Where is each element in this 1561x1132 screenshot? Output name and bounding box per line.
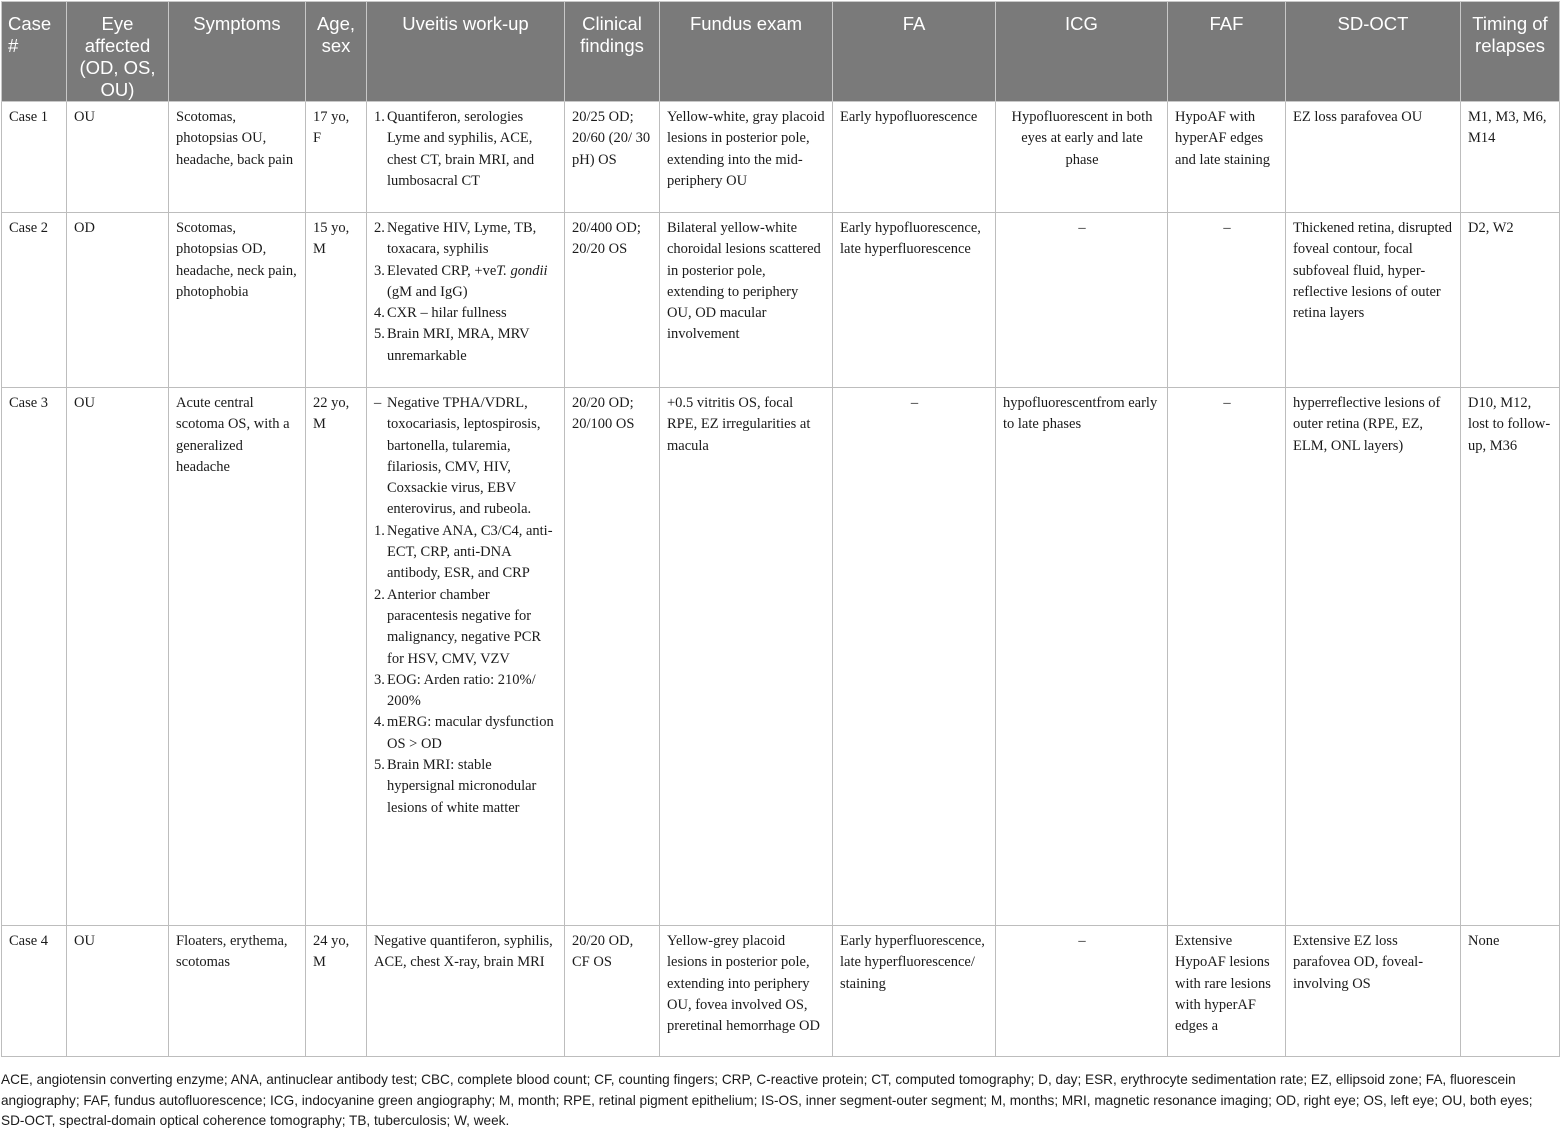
workup-item-text: Quantiferon, serologies Lyme and syphilis, ACE, chest CT, brain MRI, and lumbosacral CT: [387, 109, 535, 189]
header-eye: Eye affected (OD, OS, OU): [67, 2, 169, 102]
workup-item: [374, 755, 558, 819]
cell-eye: OD: [67, 213, 169, 388]
workup-item: [374, 585, 558, 670]
workup-item-text: Brain MRI: stable hypersignal micronodular lesions of white matter: [387, 757, 537, 816]
workup-item: [374, 261, 558, 304]
header-fundus: Fundus exam: [660, 2, 833, 102]
workup-item-number: 4.: [374, 714, 385, 731]
cell-clinical: 20/25 OD; 20/60 (20/ 30 pH) OS: [565, 102, 660, 213]
cell-case: Case 4: [2, 926, 67, 1057]
workup-item-number: 5.: [374, 757, 385, 774]
cell-relapses: None: [1461, 926, 1560, 1057]
header-icg: ICG: [996, 2, 1168, 102]
header-sdoct: SD-OCT: [1286, 2, 1461, 102]
cell-fa: –: [833, 388, 996, 926]
header-case: Case #: [2, 2, 67, 102]
table-row: [2, 102, 1560, 213]
cell-symptoms: Floaters, erythema, scotomas: [169, 926, 306, 1057]
cell-clinical: 20/20 OD; 20/100 OS: [565, 388, 660, 926]
cell-age-sex: 24 yo, M: [306, 926, 367, 1057]
cell-case: Case 2: [2, 213, 67, 388]
header-fa: FA: [833, 2, 996, 102]
cell-sdoct: hyperreflective lesions of outer retina (RPE, EZ, ELM, ONL layers): [1286, 388, 1461, 926]
header-row: [2, 2, 1560, 102]
header-workup: Uveitis work-up: [367, 2, 565, 102]
workup-item-text: Brain MRI, MRA, MRV unremarkable: [387, 326, 530, 364]
workup-item: [374, 393, 558, 521]
cell-age-sex: 22 yo, M: [306, 388, 367, 926]
cell-relapses: D10, M12, lost to follow-up, M36: [1461, 388, 1560, 926]
workup-item-text: EOG: Arden ratio: 210%/ 200%: [387, 671, 536, 710]
cell-symptoms: Scotomas, photopsias OD, headache, neck pain, photophobia: [169, 213, 306, 388]
workup-list: [374, 107, 558, 192]
workup-item: [374, 670, 558, 713]
clinical-case-table: [1, 1, 1560, 1057]
workup-item: [374, 218, 558, 261]
header-faf: FAF: [1168, 2, 1286, 102]
cell-fundus: Bilateral yellow-white choroidal lesions scattered in posterior pole, extending to periphery OU, OD macular involvement: [660, 213, 833, 388]
workup-item-text: CXR – hilar fullness: [387, 305, 507, 322]
table-row: [2, 388, 1560, 926]
workup-item-number: 3.: [374, 262, 385, 279]
workup-item-text: Anterior chamber paracentesis negative for malignancy, negative PCR for HSV, CMV, VZV: [387, 586, 542, 667]
cell-relapses: D2, W2: [1461, 213, 1560, 388]
cell-sdoct: Thickened retina, disrupted foveal contour, focal subfoveal fluid, hyper-reflective lesions of outer retina layers: [1286, 213, 1461, 388]
cell-clinical: 20/20 OD, CF OS: [565, 926, 660, 1057]
cell-icg: –: [996, 213, 1168, 388]
cell-case: Case 1: [2, 102, 67, 213]
workup-item-text: Negative TPHA/VDRL, toxocariasis, leptospirosis, bartonella, tularemia, filariosis, CMV, HIV, Coxsackie virus, EBV enterovirus, and rubeola.: [387, 395, 541, 518]
workup-item-text: mERG: macular dysfunction OS > OD: [387, 714, 554, 752]
header-clinical: Clinical findings: [565, 2, 660, 102]
workup-item-number: –: [374, 395, 382, 411]
cell-faf: –: [1168, 213, 1286, 388]
cell-symptoms: Scotomas, photopsias OU, headache, back pain: [169, 102, 306, 213]
workup-item-italic: T. gondii: [496, 262, 548, 279]
workup-item: [374, 712, 558, 755]
cell-faf: Extensive HypoAF lesions with rare lesions with hyperAF edges a: [1168, 926, 1286, 1057]
workup-item-tail: (gM and IgG): [387, 283, 468, 300]
workup-list: [374, 393, 558, 819]
cell-age-sex: 15 yo, M: [306, 213, 367, 388]
cell-eye: OU: [67, 102, 169, 213]
table-footnote: ACE, angiotensin converting enzyme; ANA, antinuclear antibody test; CBC, complete blood count; CF, counting fingers; CRP, C-reactive protein; CT, computed tomography; D, day; ESR, erythrocyte sedimentation rate; EZ, ellipsoid zone; FA, fluorescein angiography; FAF, fundus autofluorescence; ICG, indocyanine green angiography; M, month; RPE, retinal pigment epithelium; IS-OS, inner segment-outer segment; M, months; MRI, magnetic resonance imaging; OD, right eye; OS, left eye; OU, both eyes; SD-OCT, spectral-domain optical coherence tomography; TB, tuberculosis; W, week.: [1, 1072, 1533, 1128]
cell-workup: [367, 102, 565, 213]
workup-item-text: Negative HIV, Lyme, TB, toxacara, syphilis: [387, 220, 537, 258]
cell-fa: Early hyperfluorescence, late hyperfluorescence/ staining: [833, 926, 996, 1057]
cell-relapses: M1, M3, M6, M14: [1461, 102, 1560, 213]
workup-item: [374, 303, 558, 324]
cell-workup: [367, 388, 565, 926]
cell-faf: –: [1168, 388, 1286, 926]
workup-item-text: Negative ANA, C3/C4, anti-ECT, CRP, anti-DNA antibody, ESR, and CRP: [387, 522, 553, 582]
cell-fundus: Yellow-white, gray placoid lesions in posterior pole, extending into the mid-periphery OU: [660, 102, 833, 213]
header-age-sex: Age, sex: [306, 2, 367, 102]
cell-sdoct: Extensive EZ loss parafovea OD, foveal-involving OS: [1286, 926, 1461, 1057]
header-relapses: Timing of relapses: [1461, 2, 1560, 102]
cell-fundus: Yellow-grey placoid lesions in posterior pole, extending into periphery OU, fovea involved OS, preretinal hemorrhage OD: [660, 926, 833, 1057]
cell-fa: Early hypofluorescence, late hyperfluorescence: [833, 213, 996, 388]
workup-item-number: 4.: [374, 305, 385, 322]
workup-item-number: 1.: [374, 522, 385, 539]
table-row: [2, 926, 1560, 1057]
cell-workup: Negative quantiferon, syphilis, ACE, chest X-ray, brain MRI: [367, 926, 565, 1057]
workup-item-text: Elevated CRP, +ve: [387, 262, 497, 279]
cell-icg: Hypofluorescent in both eyes at early and late phase: [996, 102, 1168, 213]
cell-icg: –: [996, 926, 1168, 1057]
cell-fa: Early hypofluorescence: [833, 102, 996, 213]
cell-age-sex: 17 yo, F: [306, 102, 367, 213]
table-row: [2, 213, 1560, 388]
cell-symptoms: Acute central scotoma OS, with a generalized headache: [169, 388, 306, 926]
workup-item: [374, 324, 558, 367]
cell-eye: OU: [67, 926, 169, 1057]
cell-fundus: +0.5 vitritis OS, focal RPE, EZ irregularities at macula: [660, 388, 833, 926]
cell-clinical: 20/400 OD; 20/20 OS: [565, 213, 660, 388]
workup-item-number: 2.: [374, 220, 385, 236]
workup-item: [374, 521, 558, 585]
workup-item-number: 5.: [374, 326, 385, 343]
header-symptoms: Symptoms: [169, 2, 306, 102]
cell-eye: OU: [67, 388, 169, 926]
cell-workup: [367, 213, 565, 388]
cell-icg: hypofluorescentfrom early to late phases: [996, 388, 1168, 926]
workup-list: [374, 218, 558, 367]
cell-case: Case 3: [2, 388, 67, 926]
workup-item-number: 2.: [374, 586, 385, 603]
workup-item: [374, 107, 558, 192]
cell-faf: HypoAF with hyperAF edges and late staining: [1168, 102, 1286, 213]
cell-sdoct: EZ loss parafovea OU: [1286, 102, 1461, 213]
workup-item-number: 1.: [374, 109, 385, 125]
workup-item-number: 3.: [374, 671, 385, 688]
